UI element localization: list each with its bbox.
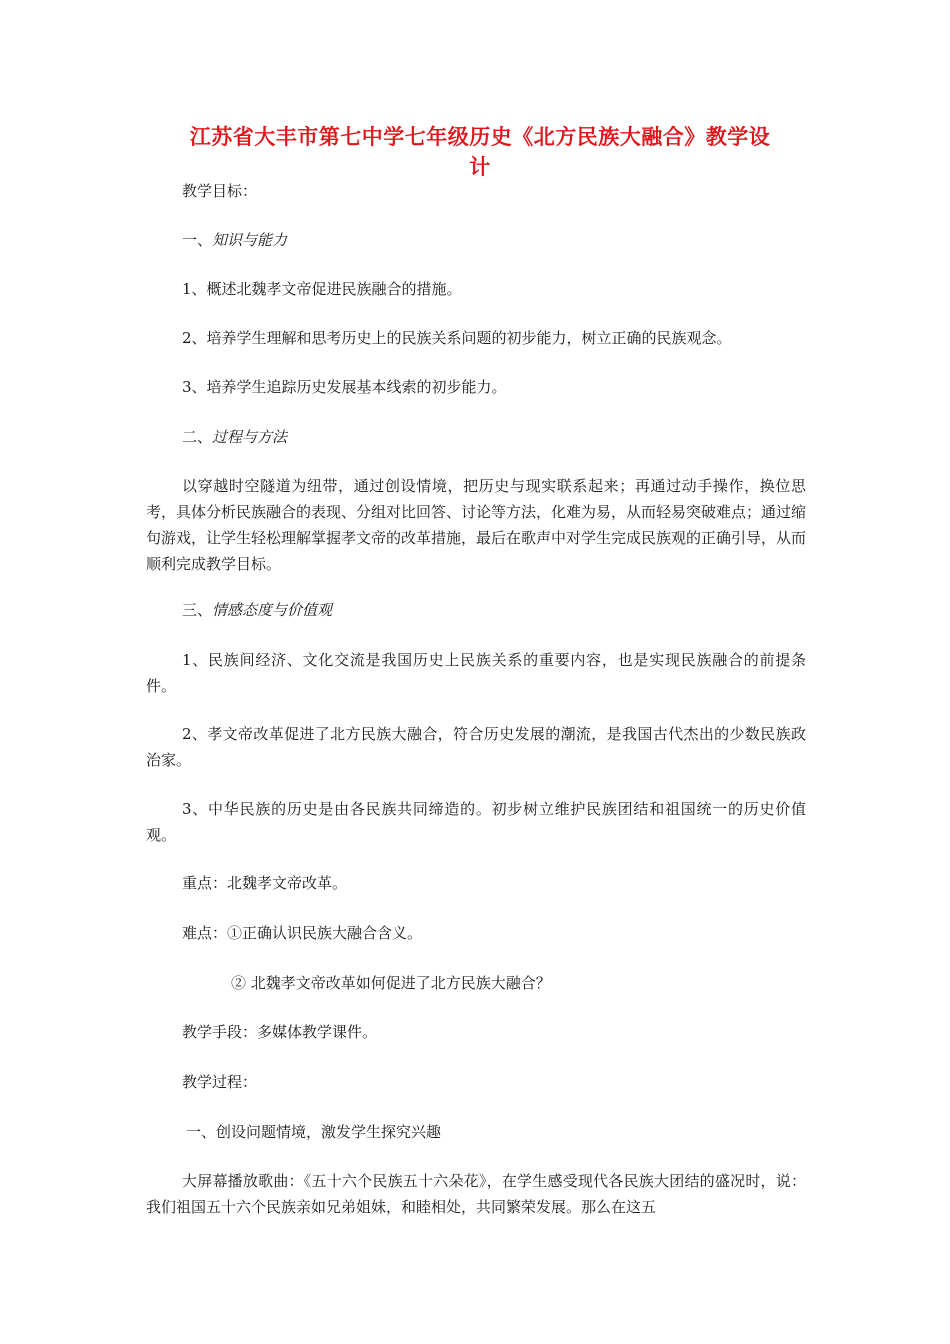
section-title: 过程与方法 bbox=[212, 428, 288, 446]
list-item: 1、民族间经济、文化交流是我国历史上民族关系的重要内容，也是实现民族融合的前提条件。 bbox=[146, 651, 806, 695]
section-heading-knowledge bbox=[146, 227, 806, 253]
list-item: 1、概述北魏孝文帝促进民族融合的措施。 bbox=[182, 280, 462, 298]
teaching-means: 教学手段：多媒体教学课件。 bbox=[182, 1023, 378, 1041]
section-title: 情感态度与价值观 bbox=[212, 601, 333, 619]
document-title: 江苏省大丰市第七中学七年级历史《北方民族大融合》教学设计 bbox=[189, 125, 771, 179]
teaching-process-label: 教学过程： bbox=[182, 1073, 258, 1091]
section-heading-values bbox=[146, 597, 806, 623]
section-number: 三、 bbox=[182, 601, 213, 619]
section-number: 一、 bbox=[182, 231, 213, 249]
list-item: 3、培养学生追踪历史发展基本线索的初步能力。 bbox=[182, 378, 507, 396]
difficulty-line-2: ② 北魏孝文帝改革如何促进了北方民族大融合？ bbox=[231, 974, 551, 992]
key-point: 重点：北魏孝文帝改革。 bbox=[182, 874, 348, 892]
list-item: 3、中华民族的历史是由各民族共同缔造的。初步树立维护民族团结和祖国统一的历史价值观。 bbox=[146, 800, 806, 844]
process-paragraph: 大屏幕播放歌曲：《五十六个民族五十六朵花》，在学生感受现代各民族大团结的盛况时，说：我们祖国五十六个民族亲如兄弟姐妹，和睦相处，共同繁荣发展。那么在这五 bbox=[146, 1172, 806, 1216]
difficulty-line-1: 难点：①正确认识民族大融合含义。 bbox=[182, 924, 423, 942]
process-step-heading: 一、创设问题情境，激发学生探究兴趣 bbox=[186, 1123, 442, 1141]
section-title: 知识与能力 bbox=[212, 231, 288, 249]
list-item: 2、孝文帝改革促进了北方民族大融合，符合历史发展的潮流，是我国古代杰出的少数民族政治家。 bbox=[146, 725, 806, 769]
section-heading-process bbox=[146, 424, 806, 450]
teaching-goals-label: 教学目标： bbox=[182, 182, 258, 200]
method-paragraph: 以穿越时空隧道为纽带，通过创设情境，把历史与现实联系起来；再通过动手操作，换位思考，具体分析民族融合的表现、分组对比回答、讨论等方法，化难为易，从而轻易突破难点；通过缩句游戏，让学生轻松理解掌握孝文帝的改革措施，最后在歌声中对学生完成民族观的正确引导，从而顺利完成教学目标。 bbox=[146, 477, 807, 573]
section-number: 二、 bbox=[182, 428, 213, 446]
list-item: 2、培养学生理解和思考历史上的民族关系问题的初步能力，树立正确的民族观念。 bbox=[182, 329, 732, 347]
